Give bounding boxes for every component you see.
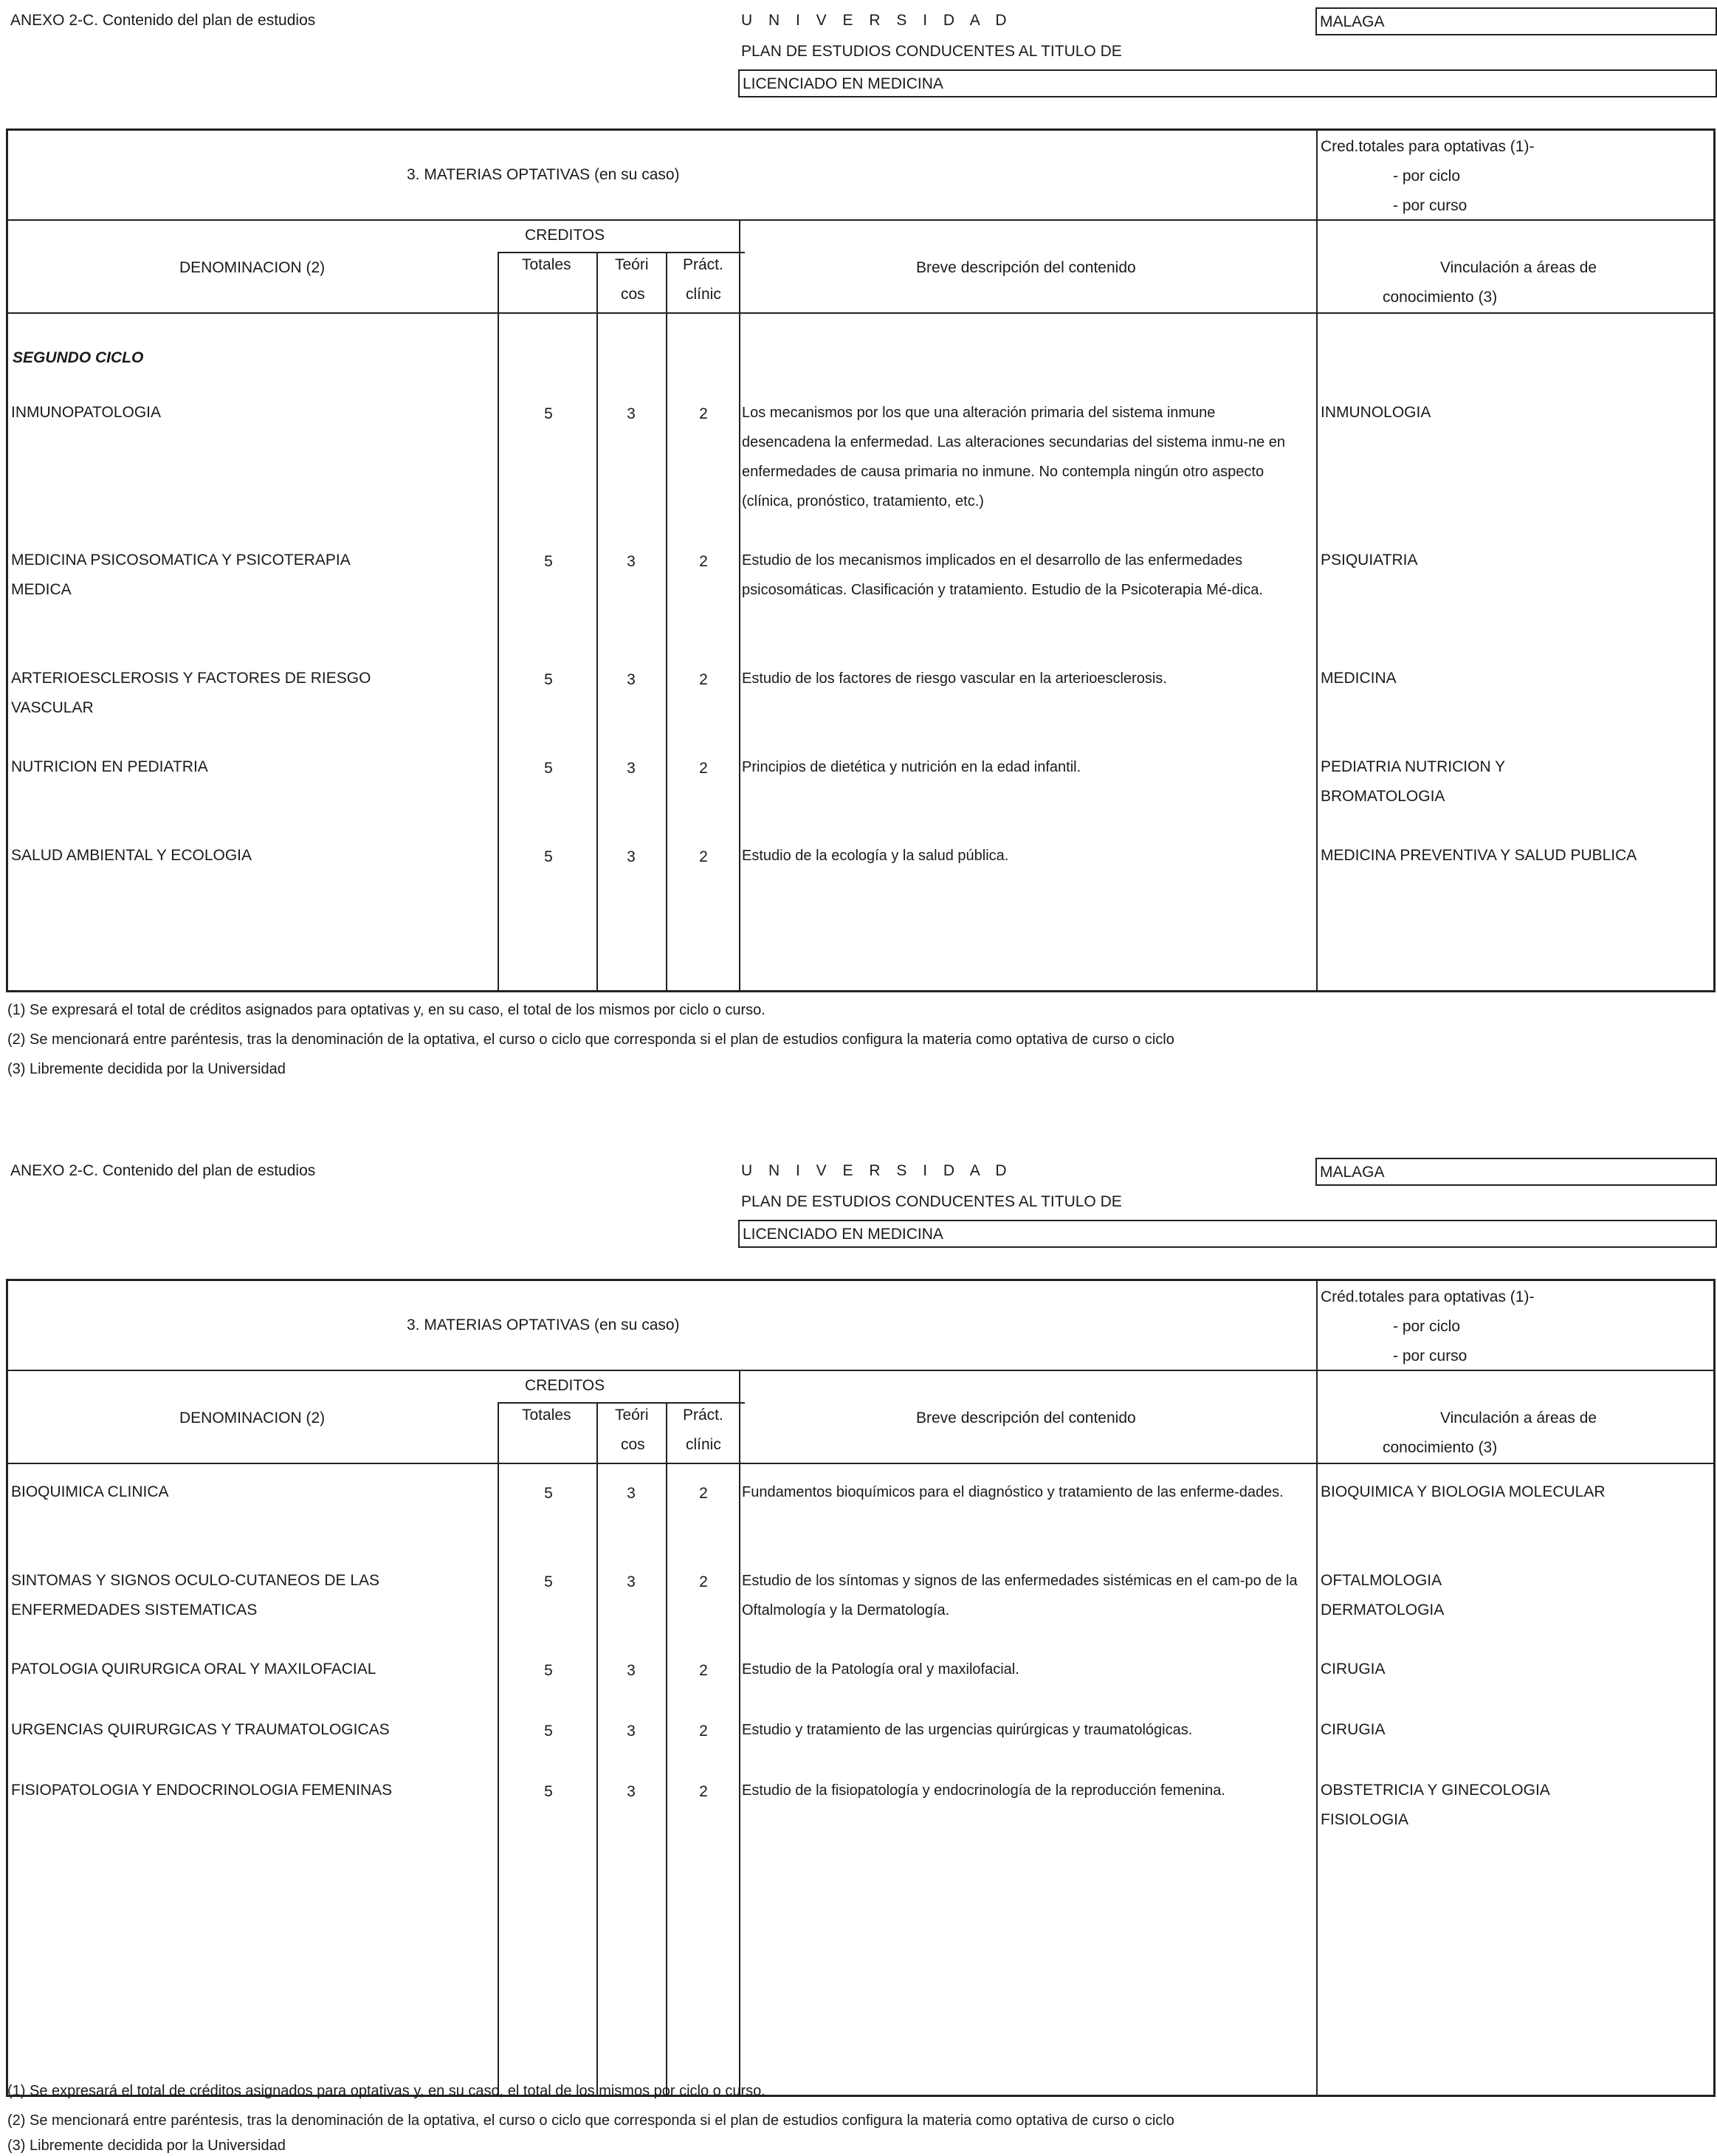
table-divider — [8, 312, 1713, 314]
optativas-table — [6, 128, 1716, 992]
col-denominacion: DENOMINACION (2) — [179, 1410, 326, 1427]
row-denominacion: SALUD AMBIENTAL Y ECOLOGIA — [11, 847, 252, 864]
plan-label: PLAN DE ESTUDIOS CONDUCENTES AL TITULO DE — [741, 43, 1122, 60]
row-practicos: 2 — [699, 1662, 708, 1679]
table-title: 3. MATERIAS OPTATIVAS (en su caso) — [407, 1316, 680, 1333]
row-denominacion: BIOQUIMICA CLINICA — [11, 1483, 169, 1500]
table-divider — [8, 1463, 1713, 1464]
table-divider — [739, 219, 740, 990]
row-practicos: 2 — [699, 760, 708, 777]
col-creditos: CREDITOS — [525, 1377, 605, 1394]
table-divider — [596, 1402, 598, 2095]
row-descripcion: Estudio de los mecanismos implicados en el desarrollo de las enfermedades psicosomáticas. Clasificación y tratamiento. Estudio de la Psicoterapia Mé-dica. — [742, 552, 1263, 598]
universidad-value: MALAGA — [1320, 13, 1385, 30]
row-practicos: 2 — [699, 1783, 708, 1800]
row-denominacion: ARTERIOESCLEROSIS Y FACTORES DE RIESGO VASCULAR — [11, 670, 371, 716]
row-area: OFTALMOLOGIA DERMATOLOGIA — [1321, 1572, 1445, 1618]
footnote-1: (1) Se expresará el total de créditos asignados para optativas y, en su caso, el total de los mismos por ciclo o curso. — [7, 1002, 765, 1018]
footnote-2: (2) Se mencionará entre paréntesis, tras la denominación de la optativa, el curso o ciclo que corresponda si el plan de estudios configura la materia como optativa de curso o ciclo — [7, 1031, 1174, 1048]
row-teoricos: 3 — [627, 671, 636, 688]
footnote-3: (3) Libremente decidida por la Universidad — [7, 1061, 286, 1077]
col-teoricos-2: cos — [621, 286, 645, 303]
footnote-1: (1) Se expresará el total de créditos asignados para optativas y, en su caso, el total de los mismos por ciclo o curso. — [7, 2083, 765, 2099]
col-vinculacion: Vinculación a áreas de — [1440, 1410, 1597, 1427]
titulo-value: LICENCIADO EN MEDICINA — [743, 75, 943, 92]
col-practicos-2: clínic — [686, 1436, 721, 1453]
cred-totales-label: Cred.totales para optativas (1)- — [1321, 138, 1535, 155]
row-descripcion: Estudio de la fisiopatología y endocrinología de la reproducción femenina. — [742, 1782, 1225, 1799]
row-area: OBSTETRICIA Y GINECOLOGIA FISIOLOGIA — [1321, 1782, 1549, 1828]
row-denominacion: PATOLOGIA QUIRURGICA ORAL Y MAXILOFACIAL — [11, 1661, 376, 1678]
row-totales: 5 — [544, 405, 553, 422]
col-vinculacion-2: conocimiento (3) — [1383, 289, 1498, 306]
col-breve-descripcion: Breve descripción del contenido — [916, 259, 1136, 276]
row-teoricos: 3 — [627, 1783, 636, 1800]
row-denominacion: NUTRICION EN PEDIATRIA — [11, 758, 208, 775]
row-practicos: 2 — [699, 1723, 708, 1740]
row-practicos: 2 — [699, 553, 708, 570]
row-teoricos: 3 — [627, 848, 636, 865]
table-title: 3. MATERIAS OPTATIVAS (en su caso) — [407, 166, 680, 183]
row-practicos: 2 — [699, 848, 708, 865]
table-divider — [1316, 131, 1318, 990]
row-descripcion: Estudio de los síntomas y signos de las enfermedades sistémicas en el cam-po de la Oftalmología y la Dermatología. — [742, 1573, 1298, 1618]
row-descripcion: Los mecanismos por los que una alteración primaria del sistema inmune desencadena la enfermedad. Las alteraciones secundarias del sistema inmu-ne en enfermedades de causa primaria no inmune. No contempla ningún otro aspecto (clínica, pronóstico, tratamiento, etc.) — [742, 405, 1286, 509]
row-denominacion: MEDICINA PSICOSOMATICA Y PSICOTERAPIA MEDICA — [11, 552, 350, 598]
optativas-table — [6, 1279, 1716, 2097]
plan-label: PLAN DE ESTUDIOS CONDUCENTES AL TITULO DE — [741, 1193, 1122, 1210]
row-area: MEDICINA — [1321, 670, 1397, 687]
table-divider — [498, 1402, 745, 1404]
por-ciclo-label: - por ciclo — [1393, 168, 1461, 185]
table-divider — [8, 1370, 1713, 1371]
col-vinculacion: Vinculación a áreas de — [1440, 259, 1597, 276]
row-totales: 5 — [544, 1573, 553, 1590]
row-teoricos: 3 — [627, 1485, 636, 1502]
table-divider — [8, 219, 1713, 221]
row-denominacion: SINTOMAS Y SIGNOS OCULO-CUTANEOS DE LAS ENFERMEDADES SISTEMATICAS — [11, 1572, 380, 1618]
table-divider — [666, 252, 667, 990]
row-teoricos: 3 — [627, 553, 636, 570]
row-teoricos: 3 — [627, 760, 636, 777]
row-totales: 5 — [544, 848, 553, 865]
col-creditos: CREDITOS — [525, 227, 605, 244]
table-divider — [1316, 1281, 1318, 2095]
footnote-3: (3) Libremente decidida por la Universidad — [7, 2138, 286, 2154]
universidad-label: U N I V E R S I D A D — [741, 12, 1013, 29]
row-denominacion: INMUNOPATOLOGIA — [11, 404, 162, 421]
col-denominacion: DENOMINACION (2) — [179, 259, 326, 276]
row-teoricos: 3 — [627, 1573, 636, 1590]
col-teoricos: Teóri — [615, 1407, 649, 1424]
table-divider — [498, 252, 499, 990]
row-descripcion: Estudio de los factores de riesgo vascular en la arterioesclerosis. — [742, 670, 1167, 687]
col-vinculacion-2: conocimiento (3) — [1383, 1439, 1498, 1456]
col-teoricos-2: cos — [621, 1436, 645, 1453]
row-descripcion: Estudio de la ecología y la salud pública. — [742, 848, 1009, 864]
row-area: PEDIATRIA NUTRICION Y BROMATOLOGIA — [1321, 758, 1505, 805]
table-divider — [498, 252, 745, 253]
row-area: INMUNOLOGIA — [1321, 404, 1431, 421]
row-totales: 5 — [544, 671, 553, 688]
row-totales: 5 — [544, 1723, 553, 1740]
col-breve-descripcion: Breve descripción del contenido — [916, 1410, 1136, 1427]
row-denominacion: FISIOPATOLOGIA Y ENDOCRINOLOGIA FEMENINAS — [11, 1782, 393, 1799]
footnote-2: (2) Se mencionará entre paréntesis, tras la denominación de la optativa, el curso o ciclo que corresponda si el plan de estudios configura la materia como optativa de curso o ciclo — [7, 2112, 1174, 2129]
universidad-label: U N I V E R S I D A D — [741, 1162, 1013, 1179]
row-descripcion: Estudio y tratamiento de las urgencias quirúrgicas y traumatológicas. — [742, 1722, 1193, 1738]
por-curso-label: - por curso — [1393, 197, 1467, 214]
table-divider — [739, 1370, 740, 2095]
row-descripcion: Fundamentos bioquímicos para el diagnóstico y tratamiento de las enferme-dades. — [742, 1484, 1284, 1500]
universidad-value-box — [1315, 7, 1717, 35]
col-totales: Totales — [522, 256, 571, 273]
row-area: BIOQUIMICA Y BIOLOGIA MOLECULAR — [1321, 1483, 1606, 1500]
row-descripcion: Principios de dietética y nutrición en la edad infantil. — [742, 759, 1081, 775]
por-curso-label: - por curso — [1393, 1348, 1467, 1364]
por-ciclo-label: - por ciclo — [1393, 1318, 1461, 1335]
row-teoricos: 3 — [627, 1723, 636, 1740]
annex-label: ANEXO 2-C. Contenido del plan de estudios — [10, 12, 316, 29]
table-divider — [666, 1402, 667, 2095]
universidad-value: MALAGA — [1320, 1164, 1385, 1181]
col-practicos-2: clínic — [686, 286, 721, 303]
row-area: MEDICINA PREVENTIVA Y SALUD PUBLICA — [1321, 847, 1637, 864]
row-teoricos: 3 — [627, 405, 636, 422]
section-label: SEGUNDO CICLO — [13, 349, 144, 366]
titulo-value-box — [738, 1220, 1717, 1248]
row-totales: 5 — [544, 1783, 553, 1800]
row-denominacion: URGENCIAS QUIRURGICAS Y TRAUMATOLOGICAS — [11, 1721, 390, 1738]
titulo-value: LICENCIADO EN MEDICINA — [743, 1226, 943, 1243]
row-area: CIRUGIA — [1321, 1721, 1386, 1738]
row-totales: 5 — [544, 553, 553, 570]
row-totales: 5 — [544, 760, 553, 777]
row-totales: 5 — [544, 1485, 553, 1502]
row-descripcion: Estudio de la Patología oral y maxilofacial. — [742, 1661, 1019, 1678]
titulo-value-box — [738, 69, 1717, 97]
row-practicos: 2 — [699, 1573, 708, 1590]
row-area: CIRUGIA — [1321, 1661, 1386, 1678]
cred-totales-label: Créd.totales para optativas (1)- — [1321, 1288, 1535, 1305]
col-teoricos: Teóri — [615, 256, 649, 273]
col-totales: Totales — [522, 1407, 571, 1424]
row-teoricos: 3 — [627, 1662, 636, 1679]
annex-label: ANEXO 2-C. Contenido del plan de estudios — [10, 1162, 316, 1179]
table-divider — [596, 252, 598, 990]
table-divider — [498, 1402, 499, 2095]
row-totales: 5 — [544, 1662, 553, 1679]
row-practicos: 2 — [699, 1485, 708, 1502]
row-practicos: 2 — [699, 405, 708, 422]
row-practicos: 2 — [699, 671, 708, 688]
col-practicos: Práct. — [683, 256, 723, 273]
row-area: PSIQUIATRIA — [1321, 552, 1418, 569]
universidad-value-box — [1315, 1158, 1717, 1186]
col-practicos: Práct. — [683, 1407, 723, 1424]
